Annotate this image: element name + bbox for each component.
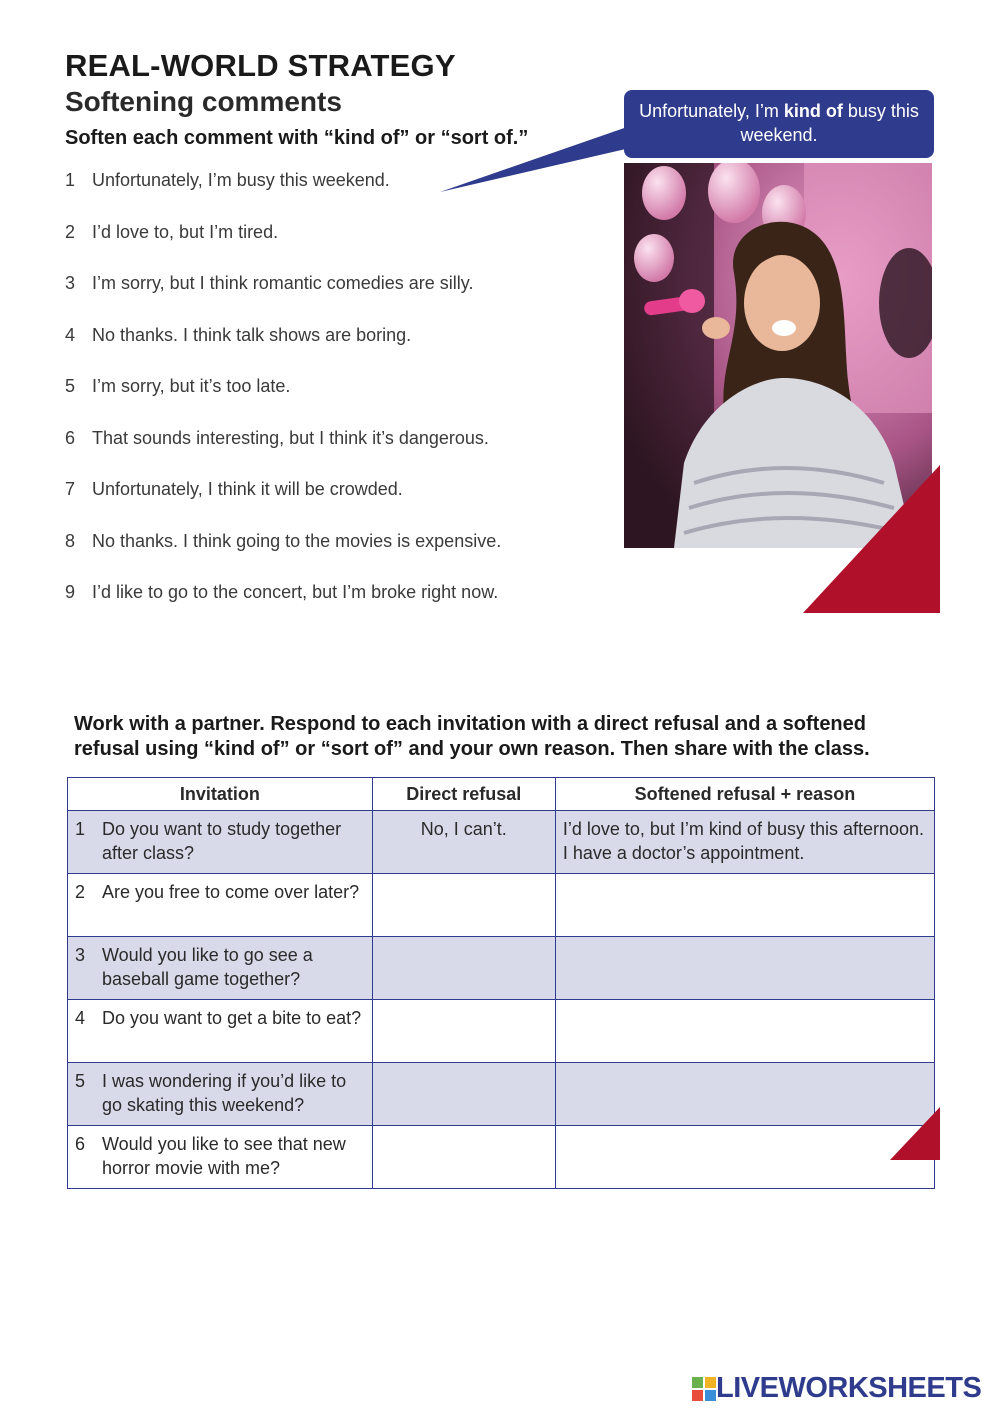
item-text: That sounds interesting, but I think it’s dangerous.	[92, 427, 489, 448]
bubble-text-start: Unfortunately, I’m	[639, 101, 784, 121]
invitation-text: Would you like to go see a baseball game together?	[102, 945, 313, 989]
row-number: 3	[75, 945, 86, 965]
item-text: Unfortunately, I think it will be crowded.	[92, 479, 403, 499]
direct-refusal-answer[interactable]	[372, 1126, 555, 1189]
row-number: 1	[75, 819, 86, 839]
list-item	[65, 428, 501, 480]
list-item	[65, 170, 501, 222]
list-item	[65, 479, 501, 531]
softened-refusal-answer[interactable]	[555, 1063, 934, 1126]
softened-refusal-answer[interactable]	[555, 1000, 934, 1063]
row-number: 2	[75, 882, 86, 902]
logo-text: LIVEWORKSHEETS	[716, 1372, 982, 1404]
invitation-cell	[68, 811, 373, 874]
invitation-text: Do you want to get a bite to eat?	[102, 1008, 362, 1028]
row-number: 4	[75, 1008, 86, 1028]
partner-instruction: Work with a partner. Respond to each invitation with a direct refusal and a softened refusal using “kind of” or “sort of” and your own reason. Then share with the class.	[74, 713, 870, 760]
invitation-text: Do you want to study together after class?	[102, 819, 342, 863]
table-row	[68, 874, 935, 937]
softened-refusal-cell: I’d love to, but I’m kind of busy this afternoon. I have a doctor’s appointment.	[555, 811, 934, 874]
direct-refusal-answer[interactable]	[372, 1063, 555, 1126]
red-corner-small-decoration	[890, 1107, 940, 1160]
speech-bubble-tail	[440, 118, 630, 194]
invitation-cell	[68, 874, 373, 937]
item-number: 7	[65, 479, 76, 499]
list-item	[65, 222, 501, 274]
invitation-text: Are you free to come over later?	[102, 882, 360, 902]
item-number: 5	[65, 376, 76, 396]
invitation-table	[67, 777, 935, 1189]
invitation-cell	[68, 1126, 373, 1189]
header-invitation: Invitation	[68, 778, 373, 811]
invitation-cell	[68, 937, 373, 1000]
direct-refusal-cell: No, I can’t.	[372, 811, 555, 874]
softening-instruction: Soften each comment with “kind of” or “sort of.”	[65, 127, 529, 149]
softened-refusal-answer[interactable]	[555, 874, 934, 937]
item-number: 8	[65, 530, 76, 551]
item-number: 9	[65, 582, 76, 602]
item-text: I’m sorry, but I think romantic comedies are silly.	[92, 273, 474, 293]
bubble-text-bold: kind of	[783, 101, 843, 121]
table-header-row	[68, 778, 935, 811]
invitation-text: I was wondering if you’d like to go skating this weekend?	[102, 1071, 347, 1115]
bubble-text-end: busy this weekend.	[740, 101, 919, 145]
table-row	[68, 1000, 935, 1063]
row-number: 5	[75, 1071, 86, 1091]
header-direct-refusal: Direct refusal	[372, 778, 555, 811]
list-item	[65, 582, 501, 634]
item-number: 6	[65, 427, 76, 448]
speech-bubble	[624, 90, 934, 158]
red-corner-decoration	[803, 465, 940, 613]
item-text: No thanks. I think going to the movies is expensive.	[92, 530, 502, 551]
item-number: 2	[65, 221, 76, 242]
list-item	[65, 325, 501, 377]
softened-refusal-answer[interactable]	[555, 1126, 934, 1189]
item-text: I’m sorry, but it’s too late.	[92, 376, 291, 396]
softened-refusal-answer[interactable]	[555, 937, 934, 1000]
liveworksheets-logo	[692, 1372, 981, 1405]
item-number: 3	[65, 273, 76, 293]
page-title: REAL-WORLD STRATEGY	[65, 48, 456, 83]
direct-refusal-answer[interactable]	[372, 874, 555, 937]
header-softened-refusal: Softened refusal + reason	[555, 778, 934, 811]
invitation-text: Would you like to see that new horror movie with me?	[102, 1134, 346, 1178]
list-item	[65, 273, 501, 325]
item-text: I’d love to, but I’m tired.	[92, 221, 279, 242]
item-number: 1	[65, 170, 76, 190]
list-item	[65, 531, 501, 583]
direct-refusal-answer[interactable]	[372, 937, 555, 1000]
direct-refusal-answer[interactable]	[372, 1000, 555, 1063]
row-number: 6	[75, 1134, 86, 1154]
item-text: I’d like to go to the concert, but I’m broke right now.	[92, 582, 499, 602]
item-number: 4	[65, 324, 76, 345]
list-item	[65, 376, 501, 428]
table-row	[68, 1126, 935, 1189]
table-row	[68, 1063, 935, 1126]
table-row	[68, 937, 935, 1000]
page-subtitle: Softening comments	[65, 86, 342, 117]
logo-icon	[692, 1377, 716, 1401]
invitation-cell	[68, 1063, 373, 1126]
item-text: No thanks. I think talk shows are boring.	[92, 324, 412, 345]
invitation-cell	[68, 1000, 373, 1063]
item-text: Unfortunately, I’m busy this weekend.	[92, 170, 390, 190]
table-row	[68, 811, 935, 874]
comments-list	[65, 170, 501, 634]
